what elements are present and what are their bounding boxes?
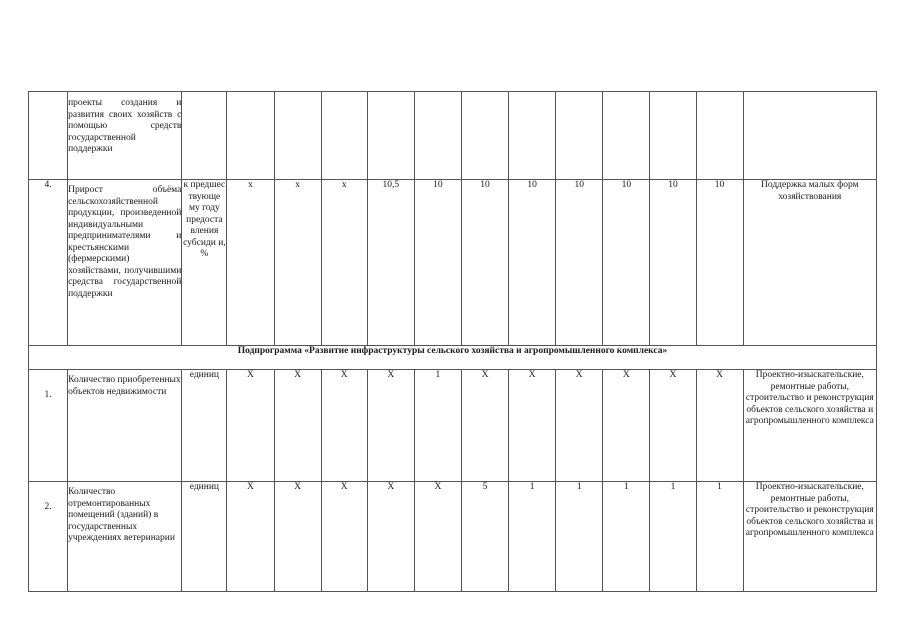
value-cell: 1 bbox=[650, 482, 696, 592]
value-cell: Х bbox=[227, 482, 274, 592]
indicator-name: Количество приобретенных объектов недвижимости bbox=[68, 370, 182, 482]
indicator-name: проекты создания и развития своих хозяйств с помощью средств государственной поддержки bbox=[68, 92, 182, 180]
value-cell: 1 bbox=[509, 482, 556, 592]
value-cell: 10 bbox=[414, 180, 461, 346]
table-row bbox=[29, 92, 877, 180]
unit-cell: единиц bbox=[182, 370, 227, 482]
value-cell: Х bbox=[367, 482, 414, 592]
table-row bbox=[29, 370, 877, 482]
value-cell: Х bbox=[367, 370, 414, 482]
value-cell: Х bbox=[650, 370, 696, 482]
row-number: 2. bbox=[29, 482, 68, 592]
unit-cell: к предшес твующе му году предоста вления субсиди и, % bbox=[182, 180, 227, 346]
value-cell: 10 bbox=[556, 180, 603, 346]
value-cell: х bbox=[227, 180, 274, 346]
value-cell: х bbox=[274, 180, 321, 346]
value-cell: 10 bbox=[603, 180, 650, 346]
value-cell: Х bbox=[321, 370, 367, 482]
unit-cell bbox=[182, 92, 227, 180]
note-cell bbox=[743, 92, 876, 180]
value-cell: 1 bbox=[696, 482, 743, 592]
value-cell bbox=[227, 92, 274, 180]
row-number: 4. bbox=[29, 180, 68, 346]
subprogram-row bbox=[29, 346, 877, 370]
subprogram-title: Подпрограмма «Развитие инфраструктуры сельского хозяйства и агропромышленного комплекса» bbox=[29, 346, 877, 370]
value-cell bbox=[509, 92, 556, 180]
value-cell bbox=[603, 92, 650, 180]
value-cell: х bbox=[321, 180, 367, 346]
value-cell: Х bbox=[603, 370, 650, 482]
value-cell: 1 bbox=[603, 482, 650, 592]
value-cell: Х bbox=[414, 482, 461, 592]
indicator-name: Прирост объёма сельскохозяйственной продукции, произведенной индивидуальными предпринимателями и крестьянскими (фермерскими) хозяйствами, получившими средства государственной поддержки bbox=[68, 180, 182, 346]
row-number: 1. bbox=[29, 370, 68, 482]
value-cell bbox=[414, 92, 461, 180]
value-cell: Х bbox=[696, 370, 743, 482]
value-cell bbox=[274, 92, 321, 180]
value-cell bbox=[556, 92, 603, 180]
table-row bbox=[29, 180, 877, 346]
value-cell: Х bbox=[461, 370, 508, 482]
value-cell bbox=[367, 92, 414, 180]
note-cell: Поддержка малых форм хозяйствования bbox=[743, 180, 876, 346]
value-cell: 1 bbox=[556, 482, 603, 592]
value-cell: Х bbox=[227, 370, 274, 482]
unit-cell: единиц bbox=[182, 482, 227, 592]
value-cell: Х bbox=[321, 482, 367, 592]
value-cell bbox=[321, 92, 367, 180]
note-cell: Проектно-изыскательские, ремонтные работы, строительство и реконструкция объектов сельского хозяйства и агропромышленного комплекса bbox=[743, 370, 876, 482]
indicators-table bbox=[28, 91, 877, 592]
value-cell: 1 bbox=[414, 370, 461, 482]
value-cell: Х bbox=[274, 370, 321, 482]
value-cell: Х bbox=[274, 482, 321, 592]
value-cell: 10 bbox=[696, 180, 743, 346]
value-cell: 10 bbox=[509, 180, 556, 346]
value-cell bbox=[461, 92, 508, 180]
value-cell: 10 bbox=[461, 180, 508, 346]
note-cell: Проектно-изыскательские, ремонтные работы, строительство и реконструкция объектов сельского хозяйства и агропромышленного комплекса bbox=[743, 482, 876, 592]
value-cell: 10,5 bbox=[367, 180, 414, 346]
value-cell bbox=[650, 92, 696, 180]
value-cell: Х bbox=[556, 370, 603, 482]
value-cell: Х bbox=[509, 370, 556, 482]
indicator-name: Количество отремонтированных помещений (зданий) в государственных учреждениях ветеринарии bbox=[68, 482, 182, 592]
value-cell: 5 bbox=[461, 482, 508, 592]
value-cell: 10 bbox=[650, 180, 696, 346]
row-number bbox=[29, 92, 68, 180]
table-row bbox=[29, 482, 877, 592]
value-cell bbox=[696, 92, 743, 180]
